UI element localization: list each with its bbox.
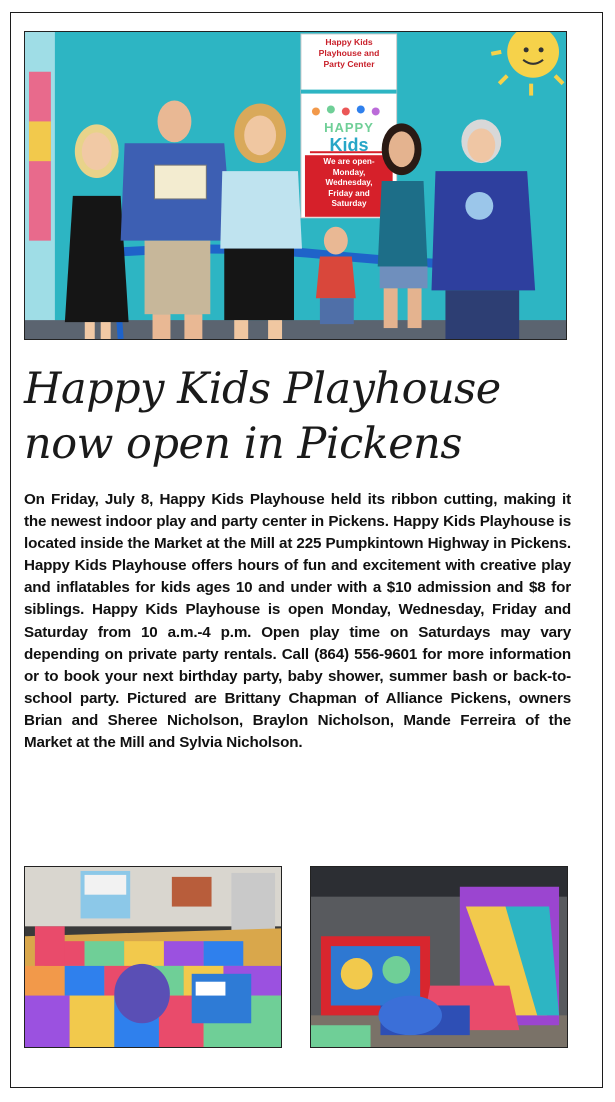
sign-hours-line-4: Friday and	[328, 188, 370, 198]
sign-hours	[305, 157, 393, 210]
sign-line-1: Happy Kids	[325, 37, 373, 47]
sign-hours-line-3: Wednesday,	[325, 178, 373, 187]
article-headline	[24, 362, 584, 472]
sign-hours-line-5: Saturday	[331, 199, 367, 208]
sign-header	[301, 37, 397, 70]
sign-line-2: Playhouse and	[318, 48, 380, 58]
article-body: On Friday, July 8, Happy Kids Playhouse held its ribbon cutting, making it the newest indoor play and party center in Pickens. Happy Kids Playhouse is located inside the Market at the Mill at 225 Pumpkintown Highway in Pickens. Happy Kids Playhouse offers hours of fun and excitement with creative play and inflatables for kids ages 10 and under with a $10 admission and $8 for siblings. Happy Kids Playhouse is open Monday, Wednesday, Friday and Saturday from 10 a.m.-4 p.m. Open play time on Saturdays may vary depending on private party rentals. Call (864) 556-9601 for more information or to book your next birthday party, baby shower, summer bash or back-to-school party. Pictured are Brittany Chapman of Alliance Pickens, owners Brian and Sheree Nicholson, Braylon Nicholson, Mande Ferreira of the Market at the Mill and Sylvia Nicholson.	[24, 491, 571, 752]
ribbon-cutting-photo	[24, 31, 567, 340]
sign-logo-happy: HAPPY	[324, 120, 374, 135]
inflatables-photo	[310, 866, 568, 1048]
sign-line-3: Party Center	[323, 59, 375, 69]
headline-line-2: now open in Pickens	[24, 419, 462, 469]
sign-logo-kids: Kids	[329, 135, 369, 155]
soft-play-area-photo	[24, 866, 282, 1048]
headline-line-1: Happy Kids Playhouse	[24, 364, 501, 414]
sign-hours-line-2: Monday,	[332, 167, 366, 177]
sign-hours-line-1: We are open-	[323, 157, 375, 166]
